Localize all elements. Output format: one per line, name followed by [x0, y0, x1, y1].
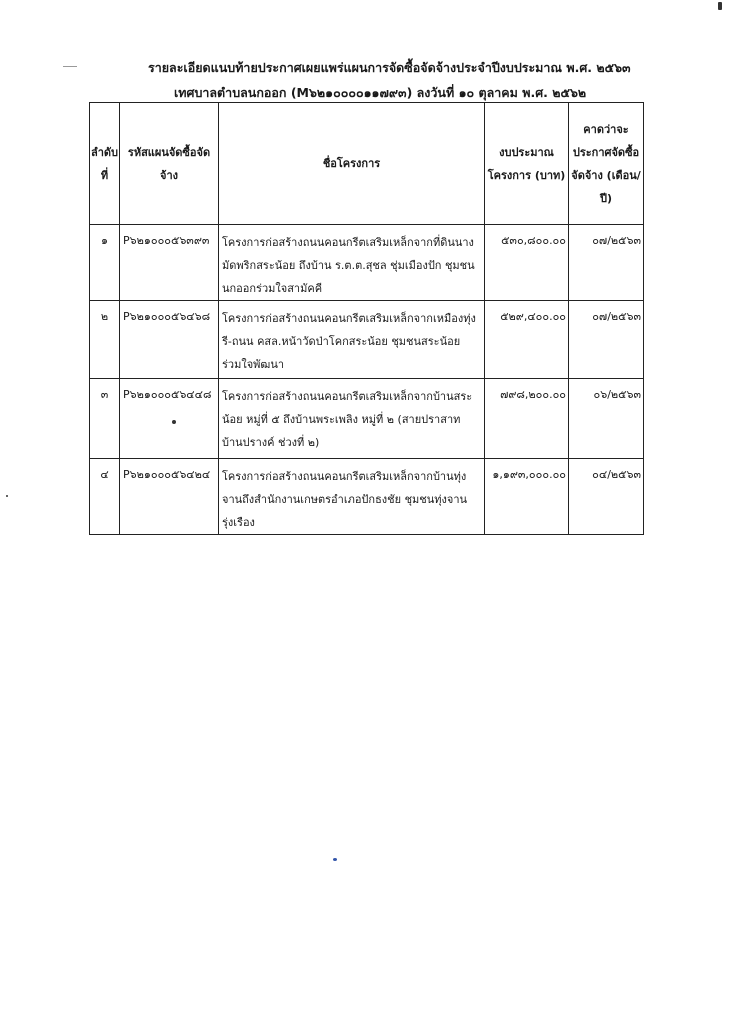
header-budget: งบประมาณโครงการ (บาท) — [485, 103, 569, 225]
plan-code: P๖๒๑๐๐๐๕๖๔๖๘ — [120, 301, 219, 379]
header-announce-month: คาดว่าจะประกาศจัดซื้อจัดจ้าง (เดือน/ปี) — [569, 103, 644, 225]
row-number: ๔ — [90, 459, 120, 535]
plan-code: P๖๒๑๐๐๐๕๖๓๙๓ — [120, 225, 219, 301]
announce-month: ๐๖/๒๕๖๓ — [569, 379, 644, 459]
header-project-name: ชื่อโครงการ — [219, 103, 485, 225]
project-budget: ๕๓๐,๘๐๐.๐๐ — [485, 225, 569, 301]
table-header-row — [90, 103, 644, 225]
plan-code: P๖๒๑๐๐๐๕๖๔๒๔ — [120, 459, 219, 535]
announce-month: ๐๗/๒๕๖๓ — [569, 301, 644, 379]
project-name: โครงการก่อสร้างถนนคอนกรีตเสริมเหล็กจากบ้านสระน้อย หมู่ที่ ๕ ถึงบ้านพระเพลิง หมู่ที่ ๒ (สายปราสาทบ้านปรางค์ ช่วงที่ ๒) — [219, 379, 485, 459]
project-name: โครงการก่อสร้างถนนคอนกรีตเสริมเหล็กจากบ้านทุ่งจานถึงสำนักงานเกษตรอำเภอปักธงชัย ชุมชนทุ่งจานรุ่งเรือง — [219, 459, 485, 535]
plan-code: P๖๒๑๐๐๐๕๖๔๔๘ — [120, 379, 219, 459]
scan-mark — [63, 66, 77, 67]
scan-speck — [172, 420, 176, 424]
scan-speck — [718, 2, 722, 10]
project-name: โครงการก่อสร้างถนนคอนกรีตเสริมเหล็กจากเหมืองทุ่งรี-ถนน คสล.หน้าวัดป่าโคกสระน้อย ชุมชนสระน้อยร่วมใจพัฒนา — [219, 301, 485, 379]
table-row — [90, 379, 644, 459]
scan-speck — [333, 858, 337, 861]
scan-speck — [6, 495, 8, 497]
announce-month: ๐๔/๒๕๖๓ — [569, 459, 644, 535]
project-budget: ๗๙๘,๒๐๐.๐๐ — [485, 379, 569, 459]
project-budget: ๑,๑๙๓,๐๐๐.๐๐ — [485, 459, 569, 535]
row-number: ๒ — [90, 301, 120, 379]
document-subtitle: เทศบาลตำบลนกออก (M๖๒๑๐๐๐๐๑๑๗๙๓) ลงวันที่ ๑๐ ตุลาคม พ.ศ. ๒๕๖๒ — [174, 85, 587, 100]
header-no: ลำดับที่ — [90, 103, 120, 225]
table-row — [90, 459, 644, 535]
project-budget: ๕๒๙,๔๐๐.๐๐ — [485, 301, 569, 379]
document-title: รายละเอียดแนบท้ายประกาศเผยแพร่แผนการจัดซื้อจัดจ้างประจำปีงบประมาณ พ.ศ. ๒๕๖๓ — [148, 60, 631, 75]
header-code: รหัสแผนจัดซื้อจัดจ้าง — [120, 103, 219, 225]
row-number: ๓ — [90, 379, 120, 459]
table-row — [90, 301, 644, 379]
procurement-plan-table — [89, 102, 644, 535]
table-row — [90, 225, 644, 301]
announce-month: ๐๗/๒๕๖๓ — [569, 225, 644, 301]
project-name: โครงการก่อสร้างถนนคอนกรีตเสริมเหล็กจากที่ดินนางมัดพริกสระน้อย ถึงบ้าน ร.ต.ต.สุชล ชุ่มเมืองปัก ชุมชนนกออกร่วมใจสามัคคี — [219, 225, 485, 301]
row-number: ๑ — [90, 225, 120, 301]
